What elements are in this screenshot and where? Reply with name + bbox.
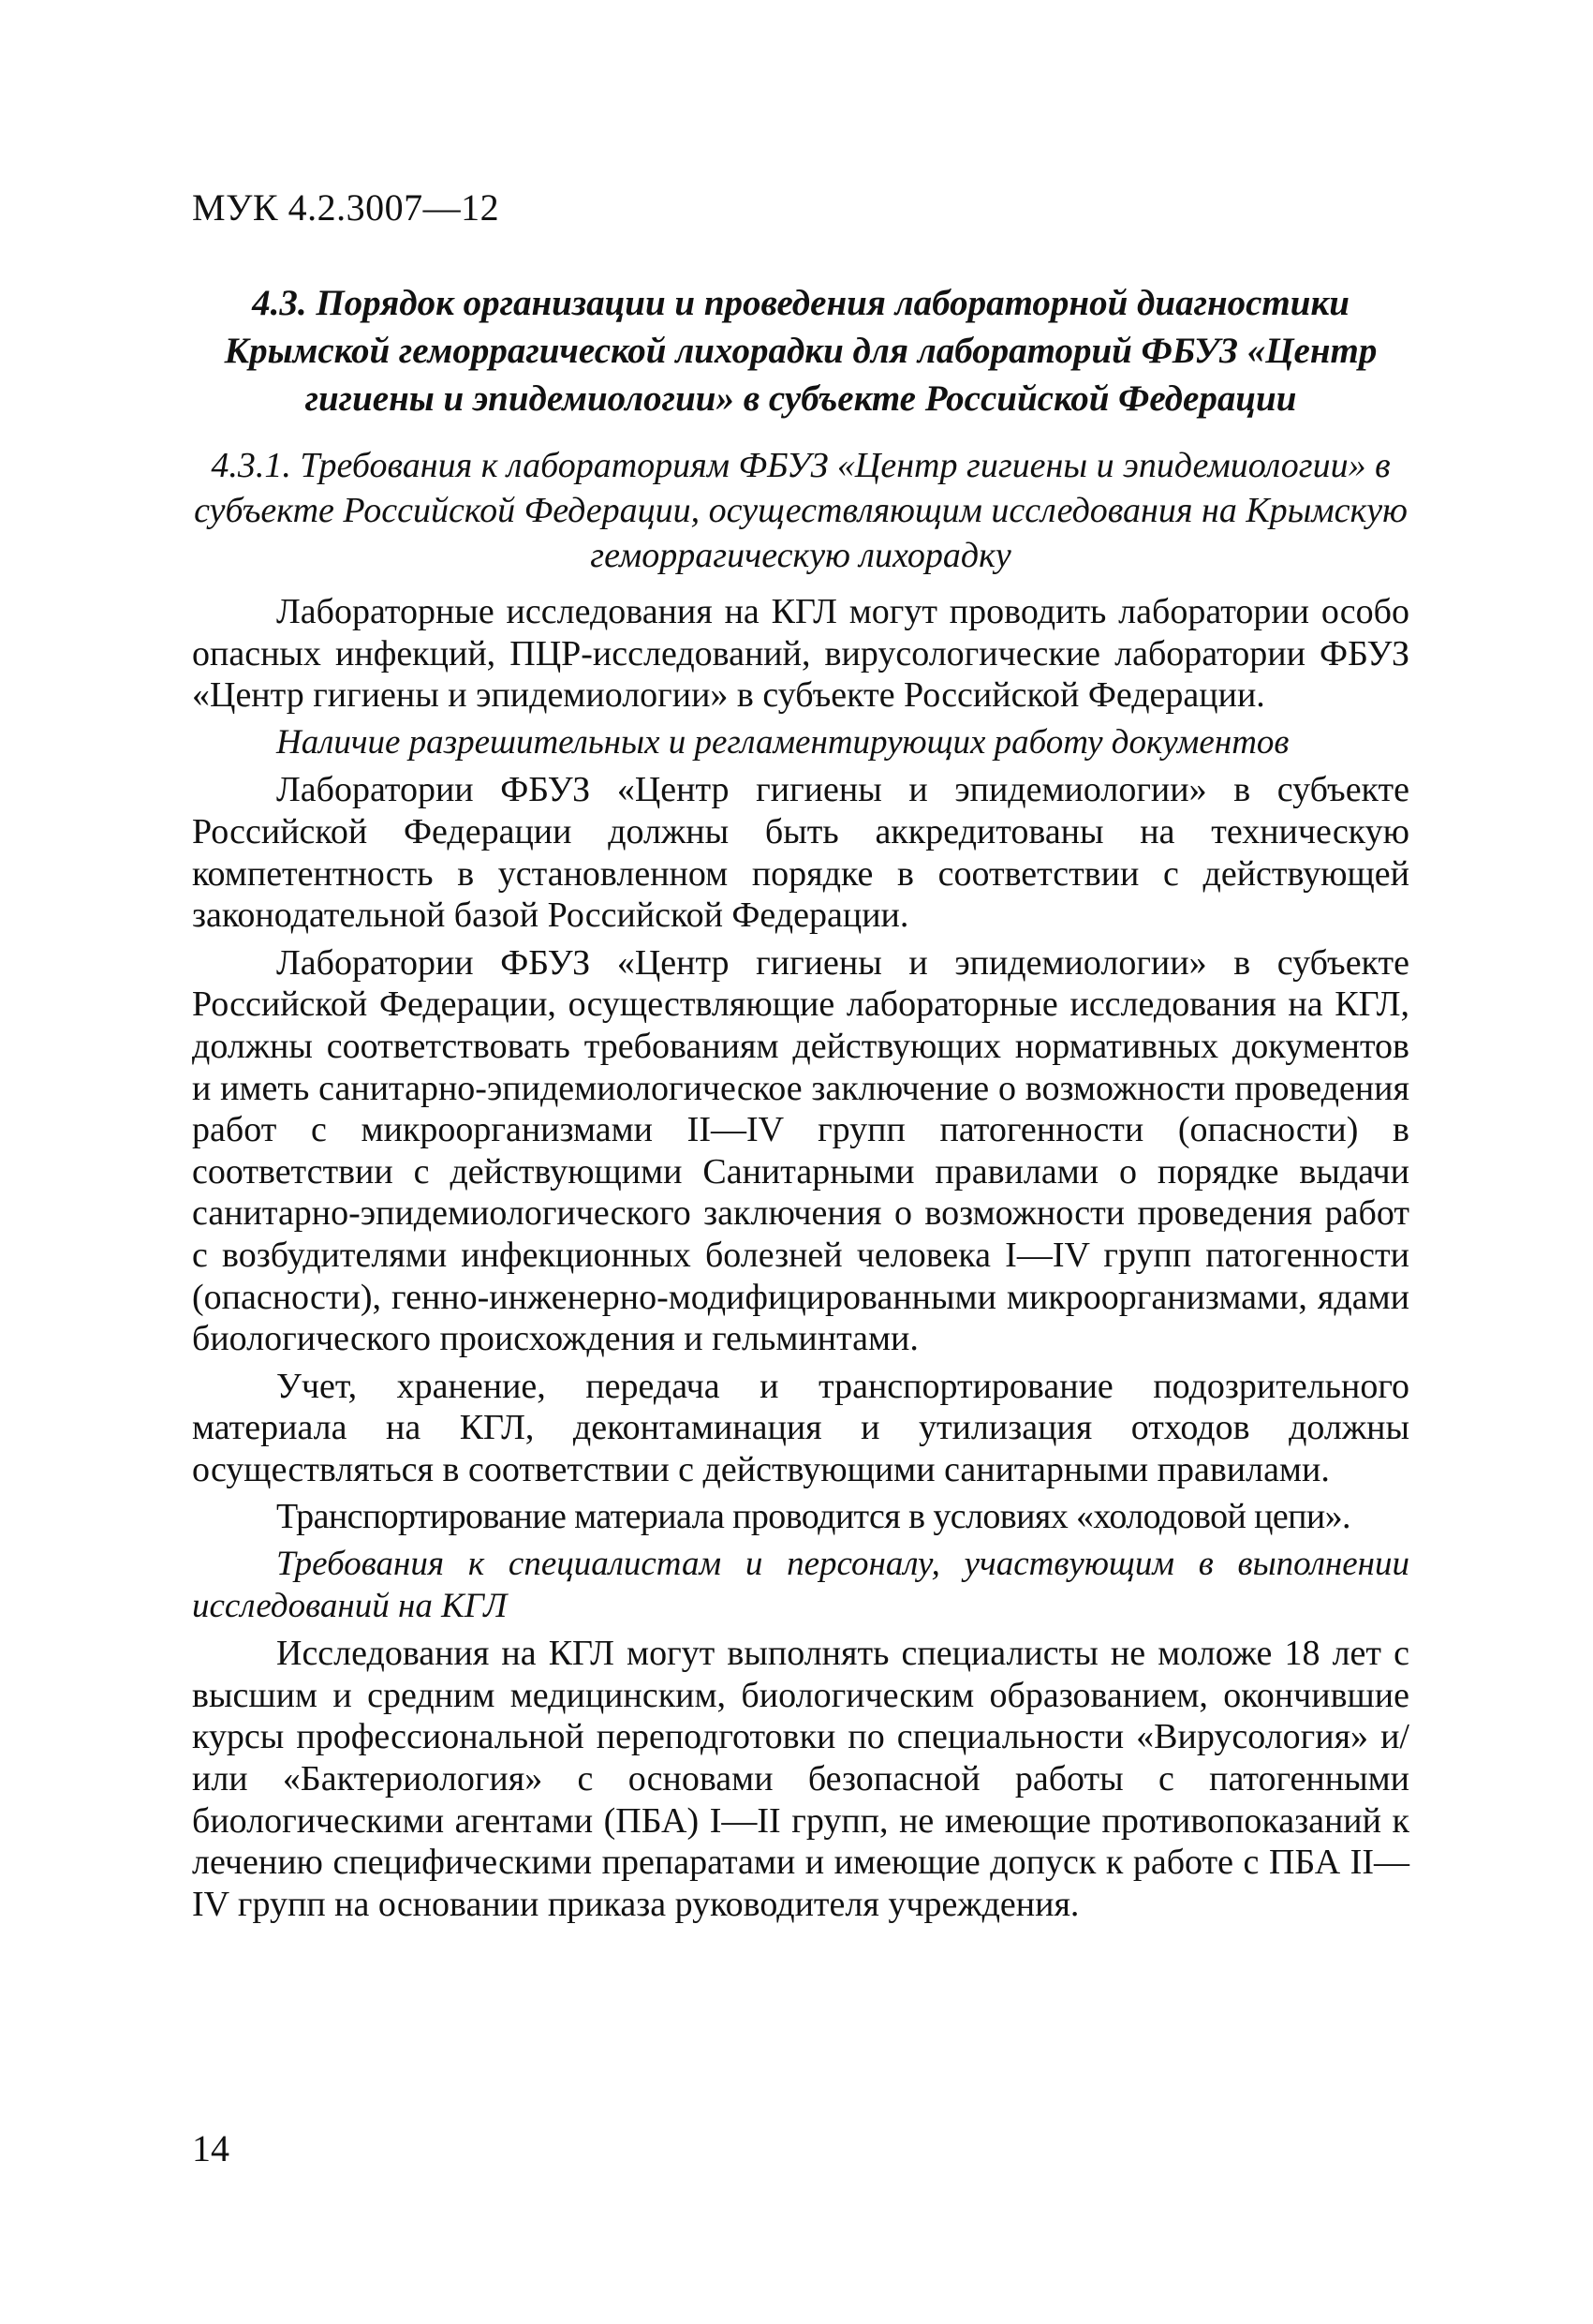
- paragraph-storage-transport: Учет, хранение, передача и транспортирование подозрительного материала на КГЛ, деконтаминация и утилизация отходов должны осуществляться в соответствии с действующими санитарными правилами.: [192, 1366, 1409, 1489]
- document-code: МУК 4.2.3007—12: [192, 186, 500, 229]
- paragraph-cold-chain: Транспортирование материала проводится в условиях «холодовой цепи».: [276, 1497, 1350, 1537]
- paragraph-accreditation: Лаборатории ФБУЗ «Центр гигиены и эпидемиологии» в субъекте Российской Федерации должны быть аккредитованы на техническую компетентность в установленном порядке в соответствии с действующей законодательной базой Российской Федерации.: [192, 770, 1409, 936]
- page-number: 14: [192, 2127, 229, 2169]
- heading-documents: Наличие разрешительных и регламентирующих работу документов: [276, 722, 1290, 762]
- page-content: [192, 279, 1409, 1931]
- section-title: 4.3. Порядок организации и проведения лабораторной диагностики Крымской геморрагической лихорадки для лабораторий ФБУЗ «Центр гигиены и эпидемиологии» в субъекте Российской Федерации: [224, 283, 1378, 419]
- paragraph-staff-requirements: Исследования на КГЛ могут выполнять специалисты не моложе 18 лет с высшим и средним медицинским, биологическим образованием, окончившие курсы профессиональной переподготовки по специальности «Вирусология» и/или «Бактериология» с основами безопасной работы с патогенными биологическими агентами (ПБА) I—II групп, не имеющие противопоказаний к лечению специфическими препаратами и имеющие допуск к работе с ПБА II—IV групп на основании приказа руководителя учреждения.: [192, 1634, 1409, 1924]
- paragraph-laboratory-types: Лабораторные исследования на КГЛ могут проводить лаборатории особо опасных инфекций, ПЦР-исследований, вирусологические лаборатории ФБУЗ «Центр гигиены и эпидемиологии» в субъекте Российской Федерации.: [192, 592, 1409, 716]
- heading-staff: Требования к специалистам и персоналу, участвующим в выполнении исследований на КГЛ: [192, 1545, 1409, 1625]
- subsection-title: 4.3.1. Требования к лабораториям ФБУЗ «Центр гигиены и эпидемиологии» в субъекте Российской Федерации, осуществляющим исследования на Крымскую геморрагическую лихорадку: [194, 446, 1408, 575]
- paragraph-requirements: Лаборатории ФБУЗ «Центр гигиены и эпидемиологии» в субъекте Российской Федерации, осуществляющие лабораторные исследования на КГЛ, должны соответствовать требованиям действующих нормативных документов и иметь санитарно-эпидемиологическое заключение о возможности проведения работ с микроорганизмами II—IV групп патогенности (опасности) в соответствии с действующими Санитарными правилами о порядке выдачи санитарно-эпидемиологического заключения о возможности проведения работ с возбудителями инфекционных болезней человека I—IV групп патогенности (опасности), генно-инженерно-модифицированными микроорганизмами, ядами биологического происхождения и гельминтами.: [192, 942, 1409, 1359]
